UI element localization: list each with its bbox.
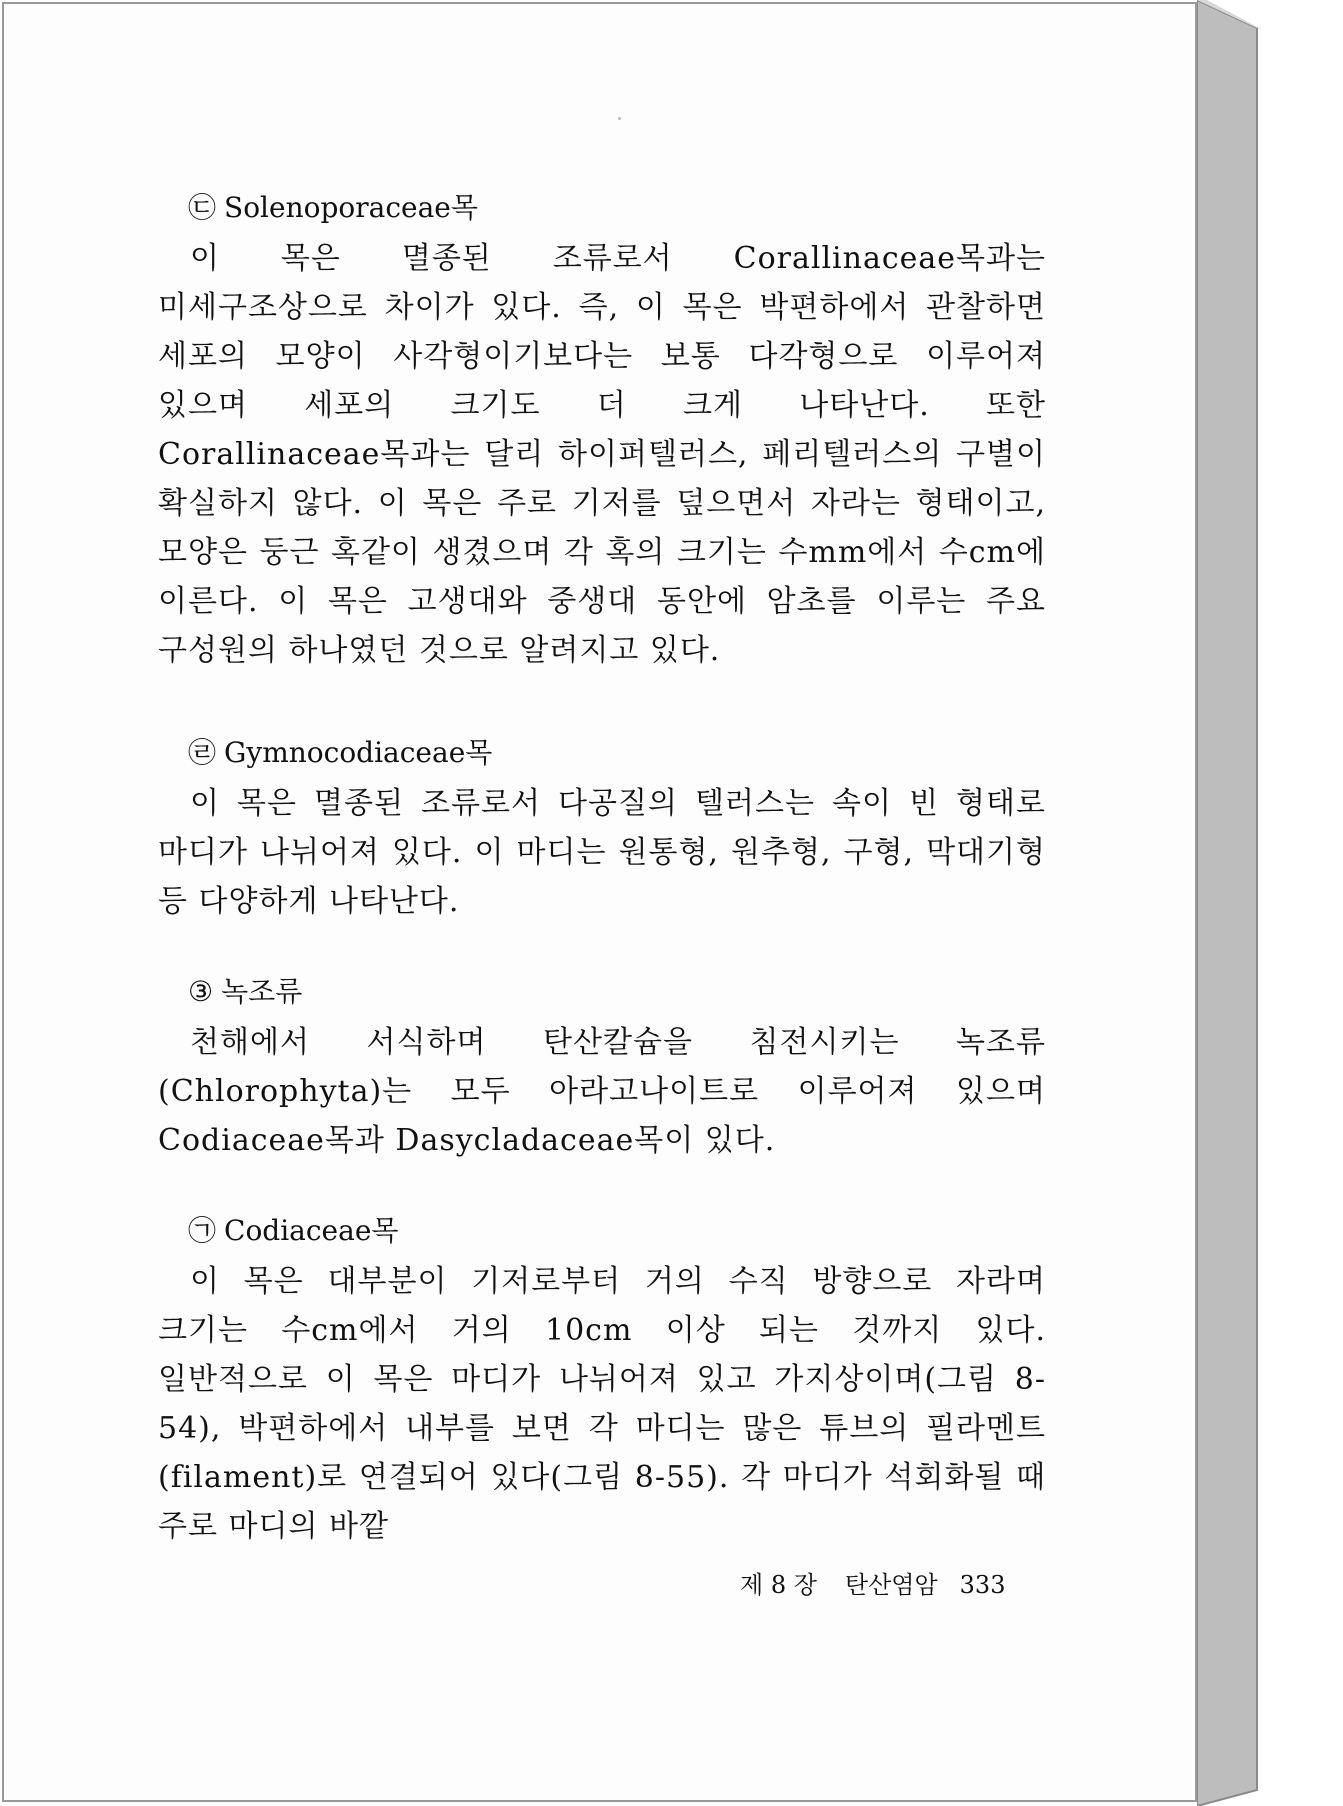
section-gymnocodiaceae [158, 733, 1046, 926]
section-solenoporaceae [158, 188, 1046, 675]
section-marker: ㉠ [188, 1214, 217, 1247]
section-body: 이 목은 대부분이 기저로부터 거의 수직 방향으로 자라며 크기는 수cm에서 거의 10cm 이상 되는 것까지 있다. 일반적으로 이 목은 마디가 나뉘어져 있고 가지상이며(그림 8-54), 박편하에서 내부를 보면 각 마디는 많은 튜브의 필라멘트(filament)로 연결되어 있다(그림 8-55). 각 마디가 석회화될 때 주로 마디의 바깥 [158, 1264, 1046, 1544]
section-codiaceae [158, 1211, 1046, 1551]
page-number: 333 [959, 1571, 1006, 1599]
section-heading [158, 733, 1046, 773]
section-heading [158, 188, 1046, 228]
section-title: Codiaceae목 [224, 1214, 399, 1247]
page-speck [618, 117, 621, 120]
section-green-algae [158, 972, 1046, 1165]
section-title: 녹조류 [221, 975, 303, 1008]
section-heading [158, 972, 1046, 1012]
footer-chapter-title: 탄산염암 [844, 1571, 938, 1599]
section-body: 이 목은 멸종된 조류로서 다공질의 텔러스는 속이 빈 형태로 마디가 나뉘어져 있다. 이 마디는 원통형, 원추형, 구형, 막대기형 등 다양하게 나타난다. [158, 786, 1046, 919]
section-heading [158, 1211, 1046, 1251]
section-title: Solenoporaceae목 [224, 191, 478, 224]
section-marker: ㉢ [188, 191, 217, 224]
section-body: 천해에서 서식하며 탄산칼슘을 침전시키는 녹조류(Chlorophyta)는 모두 아라고나이트로 이루어져 있으며 Codiaceae목과 Dasycladaceae목이 있다. [158, 1025, 1046, 1158]
section-title: Gymnocodiaceae목 [224, 736, 493, 769]
section-marker: ㉣ [188, 736, 217, 769]
book-edge [1197, 0, 1343, 1806]
running-footer [740, 1565, 1005, 1600]
footer-chapter: 제 8 장 [740, 1571, 817, 1599]
page-content [158, 188, 1046, 1601]
section-marker: ③ [188, 975, 214, 1008]
section-body: 이 목은 멸종된 조류로서 Corallinaceae목과는 미세구조상으로 차이가 있다. 즉, 이 목은 박편하에서 관찰하면 세포의 모양이 사각형이기보다는 보통 다각형으로 이루어져 있으며 세포의 크기도 더 크게 나타난다. 또한 Corallinaceae목과는 달리 하이퍼텔러스, 페리텔러스의 구별이 확실하지 않다. 이 목은 주로 기저를 덮으면서 자라는 형태이고, 모양은 둥근 혹같이 생겼으며 각 혹의 크기는 수mm에서 수cm에 이른다. 이 목은 고생대와 중생대 동안에 암초를 이루는 주요 구성원의 하나였던 것으로 알려지고 있다. [158, 241, 1046, 668]
